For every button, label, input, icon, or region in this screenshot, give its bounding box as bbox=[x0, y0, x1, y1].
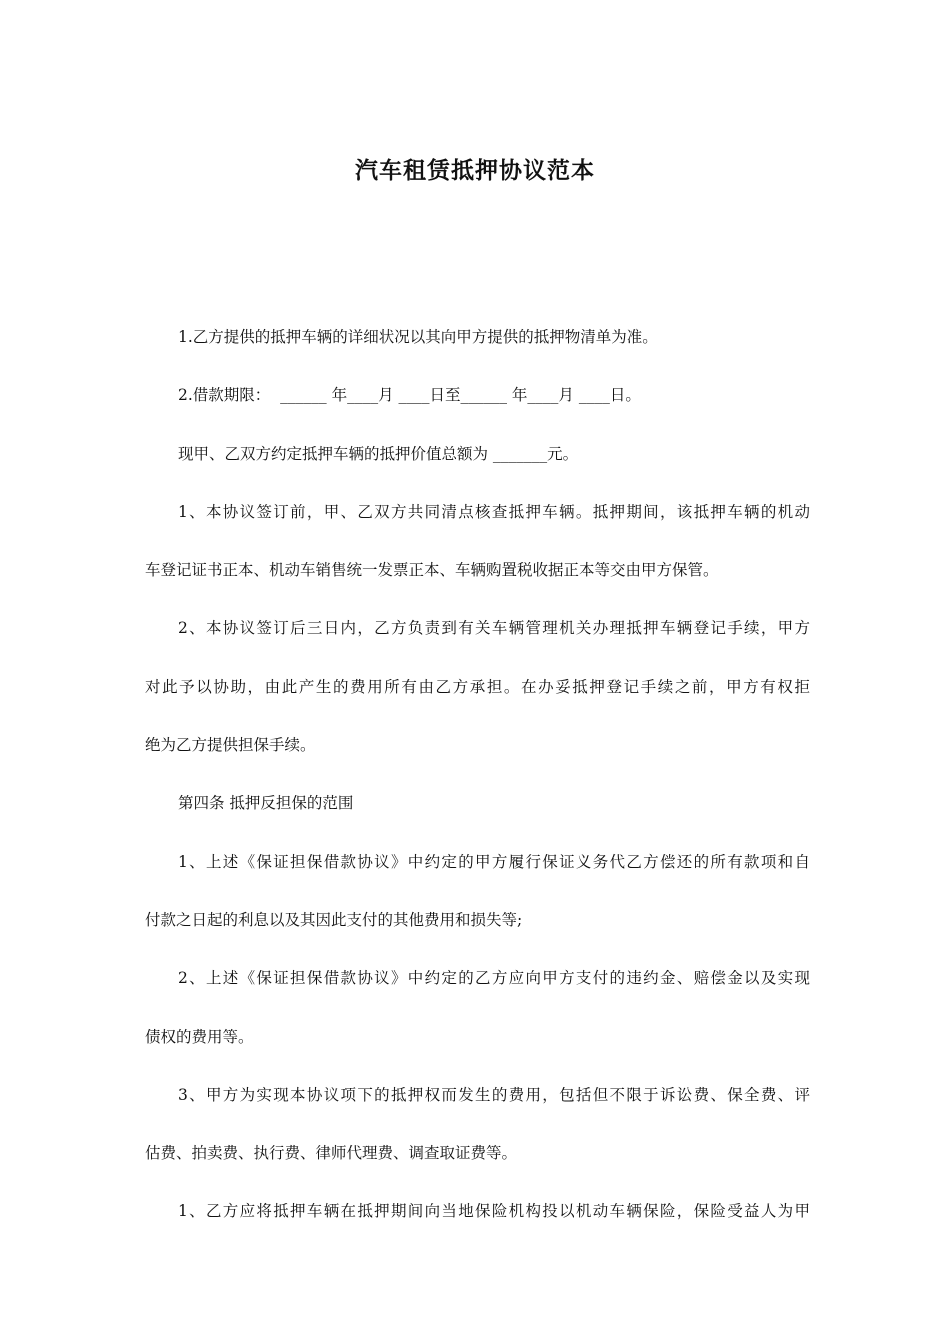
paragraph-line: 2、上述《保证担保借款协议》中约定的乙方应向甲方支付的违约金、赔偿金以及实现 bbox=[178, 969, 810, 988]
paragraph-line: 1、上述《保证担保借款协议》中约定的甲方履行保证义务代乙方偿还的所有款项和自 bbox=[178, 852, 810, 871]
section-heading: 第四条 抵押反担保的范围 bbox=[178, 794, 354, 813]
paragraph-line: 绝为乙方提供担保手续。 bbox=[145, 736, 316, 755]
paragraph-line: 现甲、乙双方约定抵押车辆的抵押价值总额为 _______元。 bbox=[178, 444, 579, 463]
paragraph-line: 车登记证书正本、机动车销售统一发票正本、车辆购置税收据正本等交由甲方保管。 bbox=[145, 561, 719, 580]
document-title: 汽车租赁抵押协议范本 bbox=[355, 158, 595, 184]
paragraph-line: 1、乙方应将抵押车辆在抵押期间向当地保险机构投以机动车辆保险，保险受益人为甲 bbox=[178, 1202, 810, 1221]
paragraph-line: 2、本协议签订后三日内，乙方负责到有关车辆管理机关办理抵押车辆登记手续，甲方 bbox=[178, 619, 810, 638]
paragraph-line: 1.乙方提供的抵押车辆的详细状况以其向甲方提供的抵押物清单为准。 bbox=[178, 328, 658, 346]
paragraph-line: 1、本协议签订前，甲、乙双方共同清点核查抵押车辆。抵押期间，该抵押车辆的机动 bbox=[178, 502, 810, 521]
paragraph-line: 2.借款期限： ______ 年____月 ____日至______ 年____月 ____日。 bbox=[178, 386, 641, 405]
paragraph-line: 债权的费用等。 bbox=[145, 1027, 254, 1046]
paragraph-line: 估费、拍卖费、执行费、律师代理费、调查取证费等。 bbox=[145, 1144, 518, 1163]
paragraph-line: 3、甲方为实现本协议项下的抵押权而发生的费用，包括但不限于诉讼费、保全费、评 bbox=[178, 1085, 810, 1104]
document-body bbox=[145, 308, 810, 1241]
paragraph-line: 付款之日起的利息以及其因此支付的其他费用和损失等; bbox=[145, 910, 523, 929]
paragraph-line: 对此予以协助，由此产生的费用所有由乙方承担。在办妥抵押登记手续之前，甲方有权拒 bbox=[145, 677, 810, 696]
